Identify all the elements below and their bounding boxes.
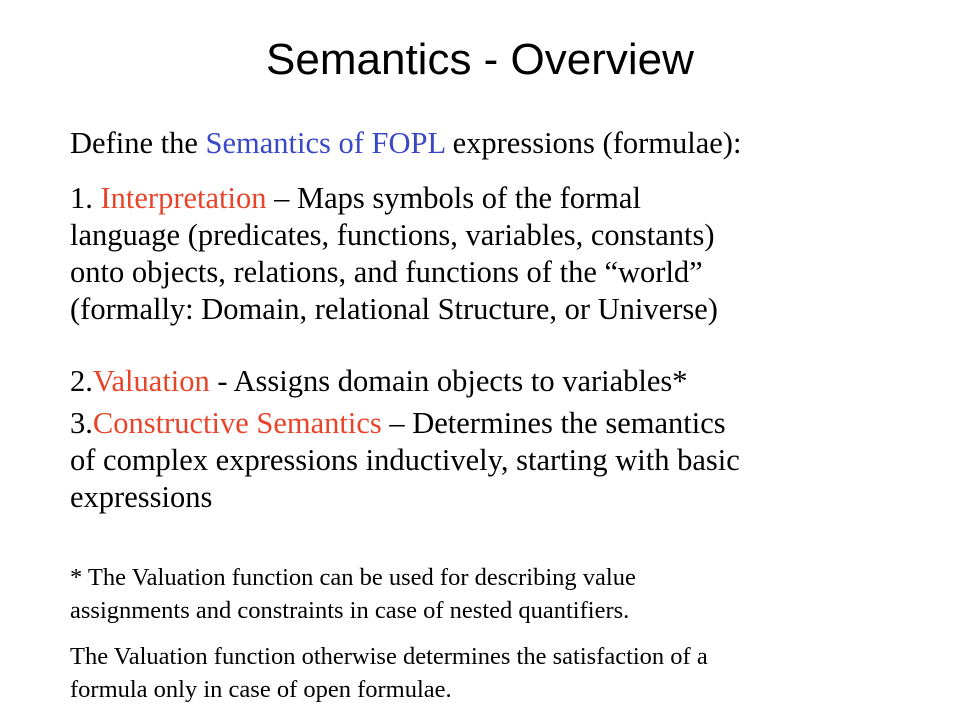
item1-line2: language (predicates, functions, variables, constants) <box>70 218 715 252</box>
list-item-valuation <box>70 363 910 400</box>
item3-line2: of complex expressions inductively, starting with basic <box>70 443 740 477</box>
item3-term: Constructive Semantics <box>92 406 382 440</box>
item2-rest: - Assigns domain objects to variables* <box>209 364 688 398</box>
item3-line3: expressions <box>70 480 213 514</box>
note1-line2: assignments and constraints in case of nested quantifiers. <box>70 597 630 624</box>
note2-line1: The Valuation function otherwise determines the satisfaction of a <box>70 643 708 670</box>
item3-number: 3. <box>70 406 93 440</box>
intro-suffix: expressions (formulae): <box>444 126 742 160</box>
item1-line4: (formally: Domain, relational Structure, or Universe) <box>70 292 718 326</box>
item1-line1 <box>70 180 910 217</box>
item1-number: 1. <box>70 181 101 215</box>
item1-line3: onto objects, relations, and functions of the “world” <box>70 255 703 289</box>
item3-line1-rest: – Determines the semantics <box>381 406 726 440</box>
note2-line2: formula only in case of open formulae. <box>70 676 452 703</box>
footnote-valuation <box>70 561 910 627</box>
item3-line1 <box>70 405 910 442</box>
note-open-formulae <box>70 640 910 706</box>
note1-line1: * The Valuation function can be used for describing value <box>70 564 636 591</box>
item1-term: Interpretation <box>100 181 267 215</box>
list-item-interpretation <box>70 180 910 328</box>
intro-prefix: Define the <box>70 126 206 160</box>
slide-title: Semantics - Overview <box>266 35 694 84</box>
item2-number: 2. <box>70 364 93 398</box>
list-item-constructive-semantics <box>70 405 910 516</box>
intro-paragraph <box>70 125 910 162</box>
intro-highlight: Semantics of FOPL <box>205 126 445 160</box>
item2-term: Valuation <box>92 364 210 398</box>
item1-line1-rest: – Maps symbols of the formal <box>266 181 641 215</box>
